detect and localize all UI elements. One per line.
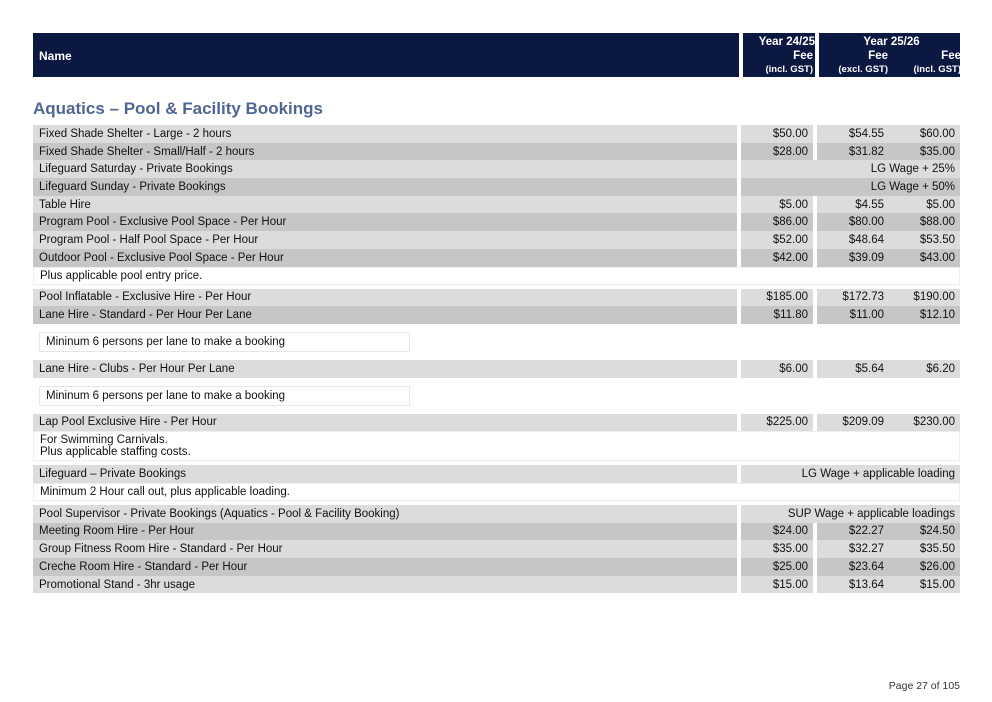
fee-25-26-excl: $48.64 xyxy=(817,231,889,249)
note-text-block xyxy=(33,483,960,501)
year-25-26-fee-excl-label: Fee xyxy=(868,50,888,62)
row-fee-merged: LG Wage + 50% xyxy=(741,178,960,196)
row-name: Lifeguard Sunday - Private Bookings xyxy=(33,178,737,196)
fee-25-26-excl: $32.27 xyxy=(817,540,889,558)
fee-25-26-incl: $35.50 xyxy=(889,540,960,558)
note-text: Minimum 2 Hour call out, plus applicable loading. xyxy=(40,485,290,498)
note-row xyxy=(33,431,960,461)
fee-25-26-incl: $230.00 xyxy=(889,414,960,432)
table-row xyxy=(33,160,960,178)
row-name: Program Pool - Exclusive Pool Space - Per Hour xyxy=(33,213,737,231)
row-name: Fixed Shade Shelter - Small/Half - 2 hours xyxy=(33,143,737,161)
fee-25-26-excl: $23.64 xyxy=(817,558,889,576)
fee-24-25-incl: $11.80 xyxy=(741,306,813,324)
table-row xyxy=(33,360,960,378)
fee-24-25-incl: $6.00 xyxy=(741,360,813,378)
fee-25-26-incl: $190.00 xyxy=(889,289,960,307)
fee-24-25-incl: $28.00 xyxy=(741,143,813,161)
fee-schedule-page xyxy=(33,33,961,591)
row-fee-merged: LG Wage + 25% xyxy=(741,160,960,178)
fee-25-26-incl: $12.10 xyxy=(889,306,960,324)
fee-24-25-incl: $86.00 xyxy=(741,213,813,231)
fee-24-25-incl: $225.00 xyxy=(741,414,813,432)
row-name: Lifeguard – Private Bookings xyxy=(33,465,737,483)
fee-24-25-incl: $42.00 xyxy=(741,249,813,267)
table-row xyxy=(33,505,960,523)
fee-25-26-excl: $13.64 xyxy=(817,576,889,594)
row-name: Meeting Room Hire - Per Hour xyxy=(33,523,737,541)
row-name: Lane Hire - Clubs - Per Hour Per Lane xyxy=(33,360,737,378)
note-row xyxy=(33,267,960,285)
fee-25-26-incl: $53.50 xyxy=(889,231,960,249)
note-row xyxy=(33,328,960,356)
row-name: Creche Room Hire - Standard - Per Hour xyxy=(33,558,737,576)
page-number: Page 27 of 105 xyxy=(888,680,960,692)
table-row xyxy=(33,125,960,143)
note-text: Plus applicable staffing costs. xyxy=(40,446,191,459)
fee-25-26-excl: $31.82 xyxy=(817,143,889,161)
fee-24-25-incl: $50.00 xyxy=(741,125,813,143)
note-text: Mininum 6 persons per lane to make a booking xyxy=(39,386,410,406)
year-24-25-label: Year 24/25 xyxy=(758,36,815,48)
year-25-26-gst-excl-label: (excl. GST) xyxy=(838,64,888,75)
fee-24-25-incl: $24.00 xyxy=(741,523,813,541)
table-row xyxy=(33,414,960,432)
row-name: Pool Inflatable - Exclusive Hire - Per Hour xyxy=(33,289,737,307)
year-24-25-header xyxy=(739,33,815,77)
year-24-25-gst-label: (incl. GST) xyxy=(765,64,813,75)
fee-24-25-incl: $185.00 xyxy=(741,289,813,307)
row-name: Pool Supervisor - Private Bookings (Aquatics - Pool & Facility Booking) xyxy=(33,505,737,523)
table-row xyxy=(33,143,960,161)
fee-25-26-excl: $5.64 xyxy=(817,360,889,378)
fee-25-26-incl: $6.20 xyxy=(889,360,960,378)
table-row xyxy=(33,289,960,307)
table-row xyxy=(33,213,960,231)
fee-25-26-excl: $80.00 xyxy=(817,213,889,231)
table-row xyxy=(33,249,960,267)
note-text: Mininum 6 persons per lane to make a booking xyxy=(39,332,410,352)
row-name: Fixed Shade Shelter - Large - 2 hours xyxy=(33,125,737,143)
fee-25-26-incl: $5.00 xyxy=(889,196,960,214)
name-column-header: Name xyxy=(39,49,72,63)
table-row xyxy=(33,196,960,214)
row-fee-merged: SUP Wage + applicable loadings xyxy=(741,505,960,523)
table-row xyxy=(33,231,960,249)
row-name: Lap Pool Exclusive Hire - Per Hour xyxy=(33,414,737,432)
fee-25-26-incl: $15.00 xyxy=(889,576,960,594)
year-25-26-gst-incl-label: (incl. GST) xyxy=(913,64,961,75)
year-25-26-fee-incl-label: Fee xyxy=(941,50,961,62)
fee-25-26-excl: $11.00 xyxy=(817,306,889,324)
table-row xyxy=(33,558,960,576)
row-name: Table Hire xyxy=(33,196,737,214)
note-text: For Swimming Carnivals. xyxy=(40,434,168,447)
fee-25-26-incl: $60.00 xyxy=(889,125,960,143)
fee-25-26-excl: $54.55 xyxy=(817,125,889,143)
fee-25-26-incl: $88.00 xyxy=(889,213,960,231)
row-name: Group Fitness Room Hire - Standard - Per Hour xyxy=(33,540,737,558)
fee-table-body xyxy=(33,125,960,593)
year-25-26-header xyxy=(815,33,964,77)
row-name: Program Pool - Half Pool Space - Per Hour xyxy=(33,231,737,249)
table-header xyxy=(33,33,960,77)
fee-24-25-incl: $35.00 xyxy=(741,540,813,558)
note-row xyxy=(33,382,960,410)
section-title: Aquatics – Pool & Facility Bookings xyxy=(33,99,323,118)
fee-25-26-incl: $26.00 xyxy=(889,558,960,576)
note-row xyxy=(33,483,960,501)
fee-25-26-incl: $43.00 xyxy=(889,249,960,267)
fee-24-25-incl: $5.00 xyxy=(741,196,813,214)
table-row xyxy=(33,576,960,594)
fee-25-26-excl: $4.55 xyxy=(817,196,889,214)
row-name: Promotional Stand - 3hr usage xyxy=(33,576,737,594)
fee-24-25-incl: $25.00 xyxy=(741,558,813,576)
row-fee-merged: LG Wage + applicable loading xyxy=(741,465,960,483)
fee-25-26-excl: $172.73 xyxy=(817,289,889,307)
fee-25-26-excl: $22.27 xyxy=(817,523,889,541)
fee-25-26-excl: $209.09 xyxy=(817,414,889,432)
row-name: Lifeguard Saturday - Private Bookings xyxy=(33,160,737,178)
table-row xyxy=(33,306,960,324)
fee-24-25-incl: $52.00 xyxy=(741,231,813,249)
row-name: Outdoor Pool - Exclusive Pool Space - Per Hour xyxy=(33,249,737,267)
note-text: Plus applicable pool entry price. xyxy=(40,269,203,282)
note-text-block xyxy=(33,267,960,285)
table-row xyxy=(33,178,960,196)
table-row xyxy=(33,540,960,558)
year-25-26-label: Year 25/26 xyxy=(863,36,920,48)
fee-25-26-excl: $39.09 xyxy=(817,249,889,267)
table-row xyxy=(33,465,960,483)
fee-25-26-incl: $24.50 xyxy=(889,523,960,541)
note-text-block xyxy=(33,431,960,461)
fee-24-25-incl: $15.00 xyxy=(741,576,813,594)
row-name: Lane Hire - Standard - Per Hour Per Lane xyxy=(33,306,737,324)
table-row xyxy=(33,523,960,541)
fee-25-26-incl: $35.00 xyxy=(889,143,960,161)
year-24-25-fee-label: Fee xyxy=(793,50,813,62)
